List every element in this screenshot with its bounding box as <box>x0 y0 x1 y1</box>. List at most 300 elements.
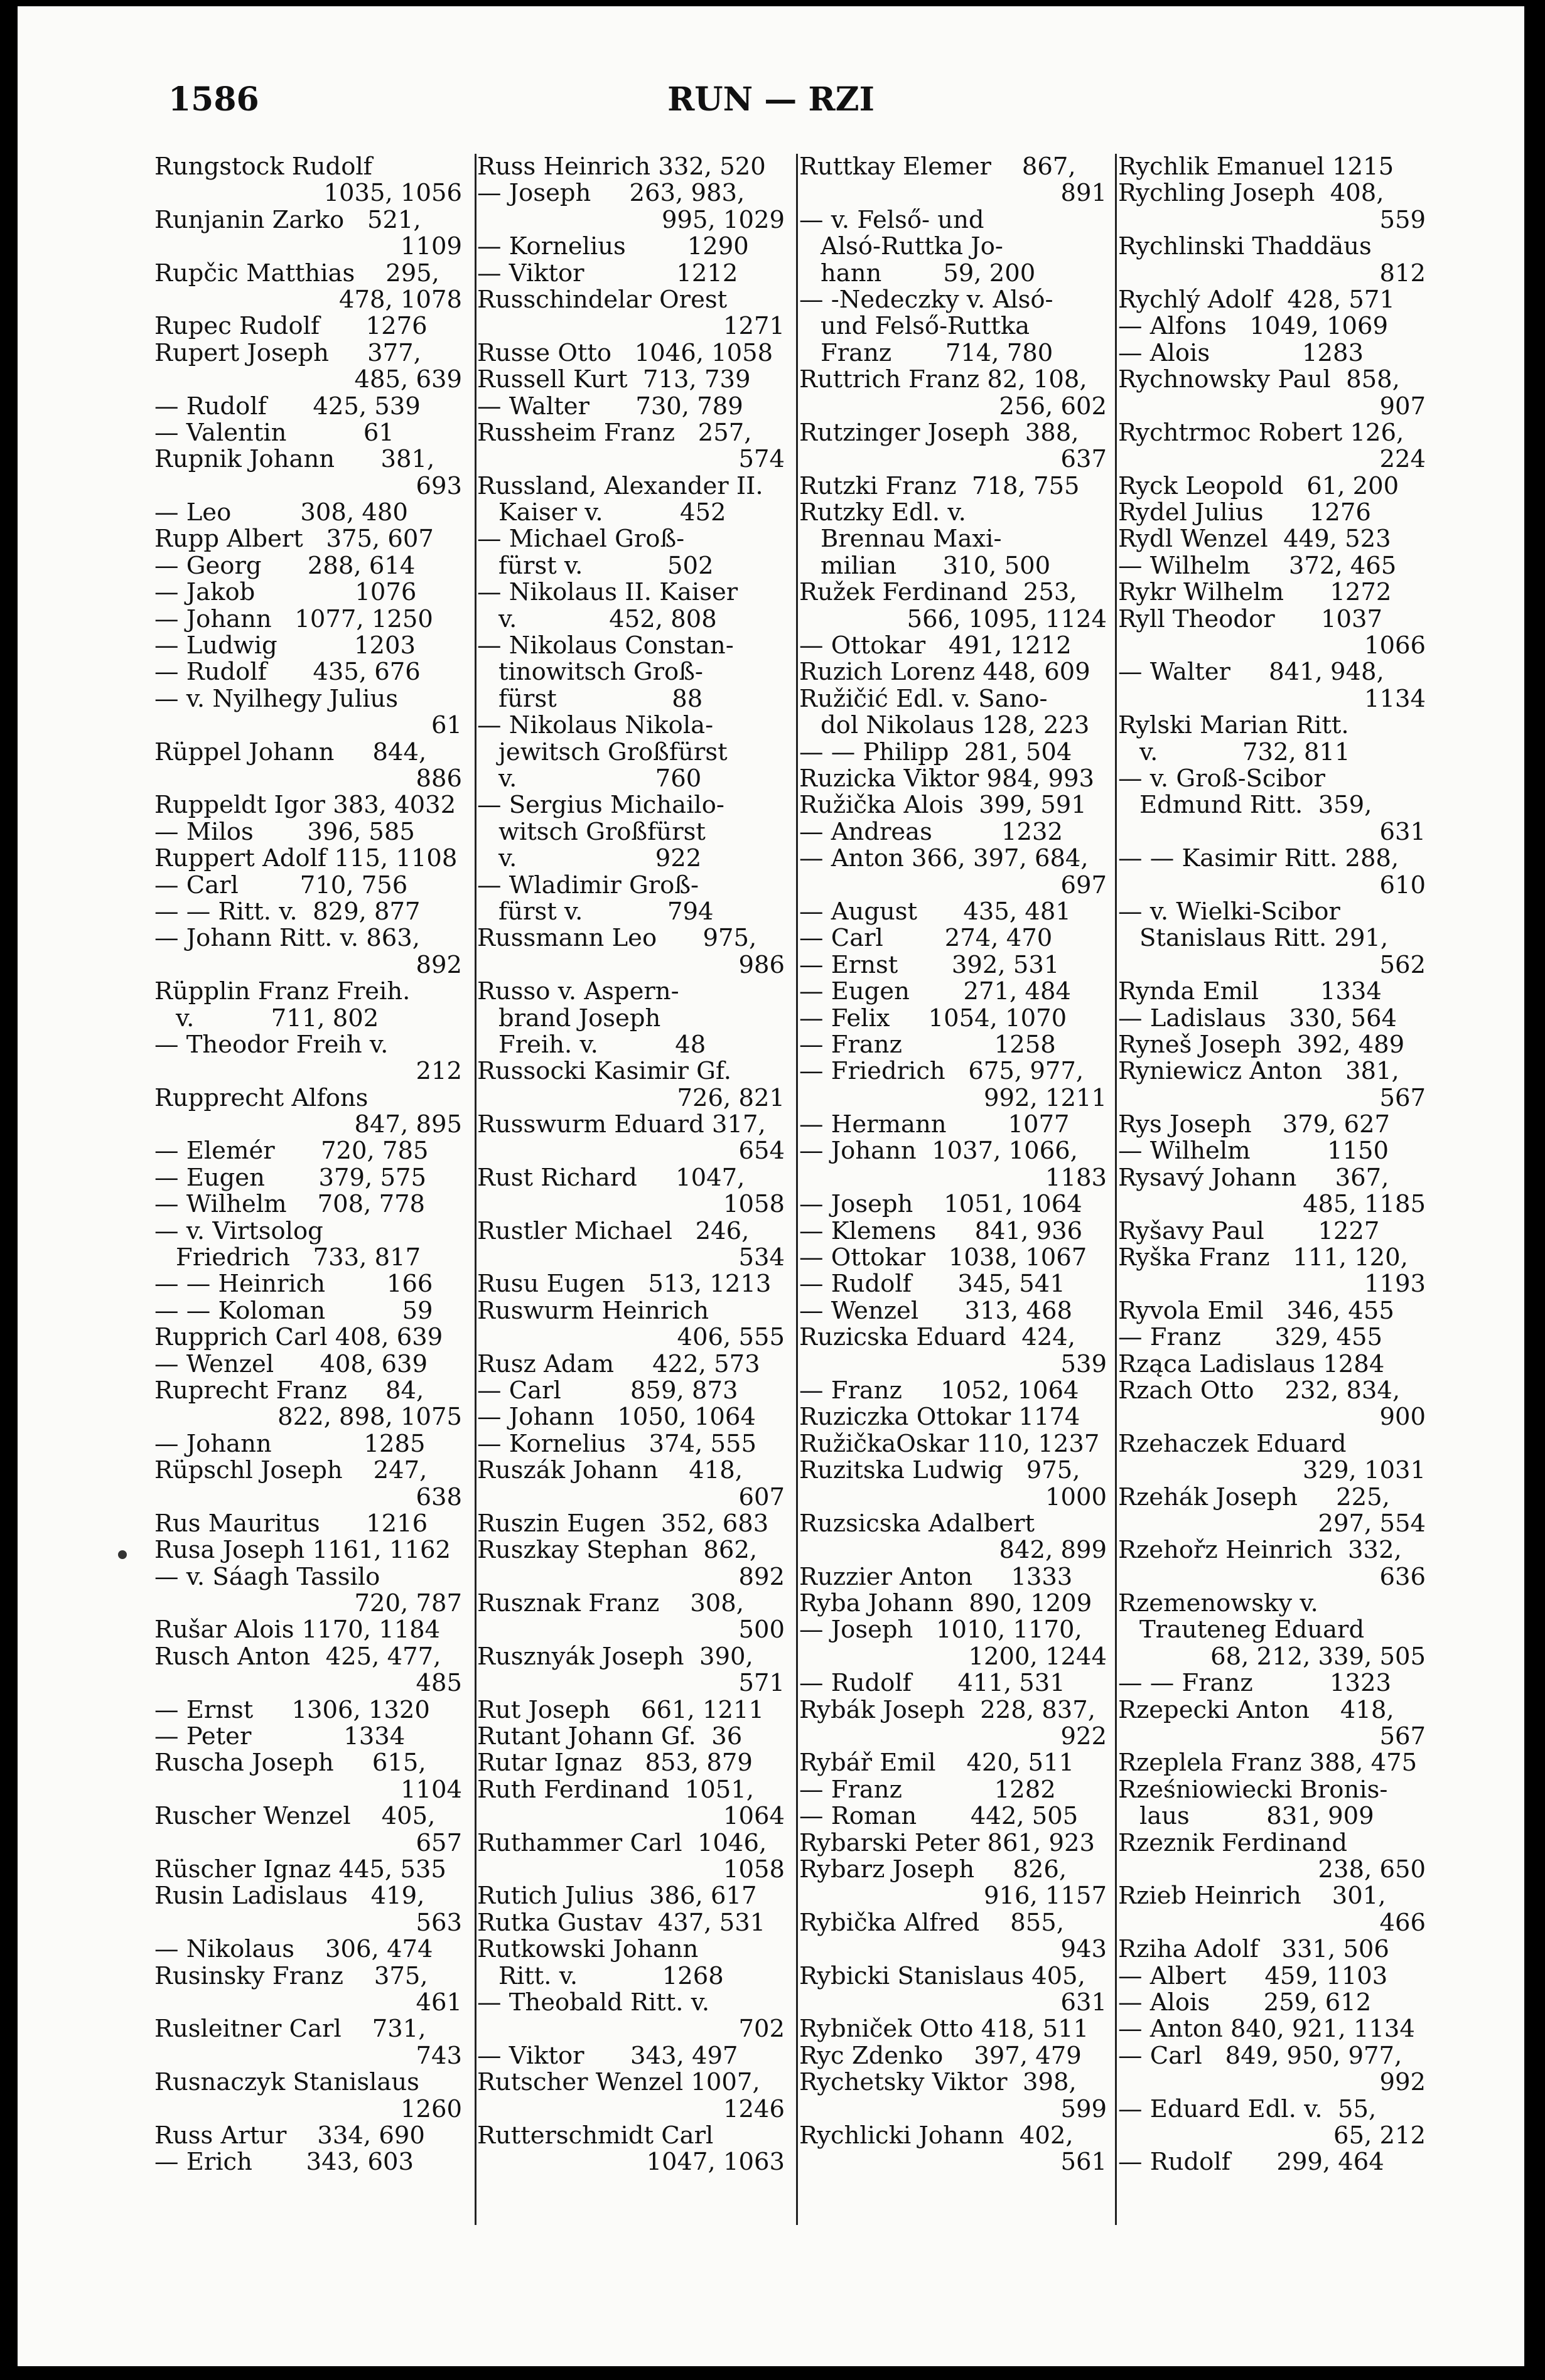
index-entry: — Rudolf 345, 541 <box>799 1270 1065 1299</box>
entry-page-refs: 329, 1031 <box>1303 1456 1426 1485</box>
index-entry: Russchindelar Orest <box>477 285 728 314</box>
index-entry: Russ Artur 334, 690 <box>154 2121 425 2150</box>
entry-page-refs: 1058 <box>723 1855 785 1884</box>
entry-page-refs: 500 <box>738 1616 785 1644</box>
page-number: 1586 <box>168 80 259 119</box>
index-entry: Rutzki Franz 718, 755 <box>799 471 1080 500</box>
index-entry: Rychlinski Thaddäus <box>1118 232 1372 261</box>
index-entry: Friedrich 733, 817 <box>176 1243 421 1272</box>
index-entry: milian 310, 500 <box>821 551 1051 580</box>
entry-page-refs: 574 <box>738 445 785 474</box>
index-entry: — Leo 308, 480 <box>154 498 408 527</box>
index-entry: — Joseph 263, 983, <box>477 179 745 208</box>
index-entry: Rušar Alois 1170, 1184 <box>154 1616 441 1644</box>
index-entry: Rusznyák Joseph 390, <box>477 1642 753 1671</box>
index-column-3 <box>799 154 1107 2176</box>
index-entry: — Sergius Michailo- <box>477 791 724 820</box>
index-column-2 <box>477 154 785 2176</box>
index-entry: v. 760 <box>498 764 702 793</box>
index-entry: Rut Joseph 661, 1211 <box>477 1695 764 1724</box>
index-entry: — Johann 1285 <box>154 1429 426 1458</box>
entry-page-refs: 478, 1078 <box>339 285 462 314</box>
index-entry: Rys Joseph 379, 627 <box>1118 1110 1391 1139</box>
index-entry: Rziha Adolf 331, 506 <box>1118 1935 1389 1964</box>
index-entry: Rydel Julius 1276 <box>1118 498 1371 527</box>
entry-page-refs: 1183 <box>1045 1163 1107 1192</box>
index-entry: Rupnik Johann 381, <box>154 445 435 474</box>
index-entry: Rungstock Rudolf <box>154 153 372 181</box>
index-entry: Rüpschl Joseph 247, <box>154 1456 428 1485</box>
index-entry: Rutkowski Johann <box>477 1935 699 1964</box>
entry-page-refs: 916, 1157 <box>984 1882 1107 1911</box>
index-entry: v. 922 <box>498 844 702 873</box>
entry-page-refs: 571 <box>738 1669 785 1698</box>
entry-page-refs: 922 <box>1060 1722 1107 1751</box>
entry-page-refs: 986 <box>738 950 785 979</box>
entry-page-refs: 68, 212, 339, 505 <box>1210 1642 1426 1671</box>
entry-page-refs: 1000 <box>1045 1482 1107 1511</box>
index-entry: — Eugen 271, 484 <box>799 977 1071 1006</box>
index-entry: — Theodor Freih v. <box>154 1030 389 1059</box>
index-entry: — Ernst 392, 531 <box>799 950 1060 979</box>
index-entry: Rutzinger Joseph 388, <box>799 418 1079 447</box>
index-entry: Rzehořz Heinrich 332, <box>1118 1536 1402 1565</box>
index-entry: Rusnaczyk Stanislaus <box>154 2068 419 2097</box>
index-entry: Rus Mauritus 1216 <box>154 1509 428 1538</box>
index-entry: — v. Groß-Scibor <box>1118 764 1325 793</box>
index-entry: Stanislaus Ritt. 291, <box>1139 924 1389 953</box>
index-entry: Rzehaczek Eduard <box>1118 1429 1347 1458</box>
index-entry: Ruszin Eugen 352, 683 <box>477 1509 769 1538</box>
entry-page-refs: 1134 <box>1364 684 1426 713</box>
entry-page-refs: 466 <box>1379 1908 1426 1937</box>
index-entry: Russocki Kasimir Gf. <box>477 1057 732 1086</box>
index-entry: — Wilhelm 372, 465 <box>1118 551 1397 580</box>
index-entry: — Viktor 343, 497 <box>477 2041 738 2070</box>
entry-page-refs: 567 <box>1379 1083 1426 1112</box>
entry-page-refs: 563 <box>416 1908 462 1937</box>
column-divider <box>475 154 476 2225</box>
entry-page-refs: 607 <box>738 1482 785 1511</box>
entry-page-refs: 1193 <box>1364 1270 1426 1299</box>
entry-page-refs: 743 <box>416 2041 462 2070</box>
entry-page-refs: 1271 <box>723 312 785 341</box>
margin-dot <box>118 1550 127 1559</box>
index-entry: — Anton 366, 397, 684, <box>799 844 1089 873</box>
index-entry: witsch Großfürst <box>498 817 706 846</box>
entry-page-refs: 636 <box>1379 1562 1426 1591</box>
index-entry: — Rudolf 435, 676 <box>154 658 421 687</box>
index-entry: — — Ritt. v. 829, 877 <box>154 897 421 926</box>
index-entry: — v. Virtsolog <box>154 1216 323 1245</box>
entry-page-refs: 892 <box>738 1562 785 1591</box>
index-page <box>18 6 1524 2366</box>
index-entry: Rupert Joseph 377, <box>154 338 421 367</box>
index-entry: hann 59, 200 <box>821 259 1036 287</box>
entry-page-refs: 657 <box>416 1828 462 1857</box>
index-entry: Rynda Emil 1334 <box>1118 977 1382 1006</box>
index-entry: — — Heinrich 166 <box>154 1270 433 1299</box>
index-entry: Ryck Leopold 61, 200 <box>1118 471 1399 500</box>
index-entry: — Georg 288, 614 <box>154 551 416 580</box>
index-entry: Rust Richard 1047, <box>477 1163 745 1192</box>
entry-page-refs: 891 <box>1060 179 1107 208</box>
index-entry: — Hermann 1077 <box>799 1110 1070 1139</box>
index-entry: — Joseph 1010, 1170, <box>799 1616 1082 1644</box>
entry-page-refs: 1246 <box>723 2094 785 2123</box>
index-entry: Rzeplela Franz 388, 475 <box>1118 1749 1418 1777</box>
index-entry: Rusinsky Franz 375, <box>154 1961 428 1990</box>
index-entry: Ryšavy Paul 1227 <box>1118 1216 1380 1245</box>
index-entry: Rychling Joseph 408, <box>1118 179 1384 208</box>
index-entry: — Nikolaus II. Kaiser <box>477 578 738 607</box>
index-entry: — Franz 1052, 1064 <box>799 1376 1079 1405</box>
index-entry: — Franz 1258 <box>799 1030 1056 1059</box>
index-entry: Rutant Johann Gf. 36 <box>477 1722 743 1751</box>
entry-page-refs: 485, 639 <box>354 365 462 394</box>
entry-page-refs: 485, 1185 <box>1303 1190 1426 1219</box>
entry-page-refs: 485 <box>416 1669 462 1698</box>
entry-page-refs: 1035, 1056 <box>323 179 462 208</box>
entry-page-refs: 1066 <box>1364 631 1426 660</box>
index-entry: fürst 88 <box>498 684 703 713</box>
index-entry: Ryneš Joseph 392, 489 <box>1118 1030 1405 1059</box>
index-entry: Ruziczka Ottokar 1174 <box>799 1403 1080 1432</box>
entry-page-refs: 995, 1029 <box>662 205 785 234</box>
index-entry: — Wilhelm 708, 778 <box>154 1190 426 1219</box>
index-entry: — Ladislaus 330, 564 <box>1118 1004 1397 1032</box>
index-entry: Ružička Alois 399, 591 <box>799 791 1087 820</box>
index-entry: fürst v. 502 <box>498 551 714 580</box>
index-entry: Ruzicka Viktor 984, 993 <box>799 764 1094 793</box>
entry-page-refs: 1058 <box>723 1190 785 1219</box>
index-entry: — Johann 1050, 1064 <box>477 1403 756 1432</box>
index-entry: — Friedrich 675, 977, <box>799 1057 1084 1086</box>
entry-page-refs: 693 <box>416 471 462 500</box>
index-entry: Rybák Joseph 228, 837, <box>799 1695 1095 1724</box>
entry-page-refs: 697 <box>1060 871 1107 899</box>
index-entry: — Nikolaus Constan- <box>477 631 734 660</box>
index-entry: — Nikolaus Nikola- <box>477 711 714 740</box>
index-entry: Rybář Emil 420, 511 <box>799 1749 1074 1777</box>
entry-page-refs: 256, 602 <box>999 392 1107 421</box>
entry-page-refs: 1109 <box>401 232 462 261</box>
index-entry: — Ernst 1306, 1320 <box>154 1695 430 1724</box>
index-entry: Ruswurm Heinrich <box>477 1296 709 1325</box>
index-entry: — Eduard Edl. v. 55, <box>1118 2094 1377 2123</box>
index-entry: Rychnowsky Paul 858, <box>1118 365 1400 394</box>
index-entry: Russmann Leo 975, <box>477 924 757 953</box>
index-entry: laus 831, 909 <box>1139 1802 1374 1831</box>
entry-page-refs: 566, 1095, 1124 <box>907 604 1107 633</box>
index-entry: Rusch Anton 425, 477, <box>154 1642 441 1671</box>
index-entry: — Wenzel 408, 639 <box>154 1349 428 1378</box>
index-entry: Rutscher Wenzel 1007, <box>477 2068 760 2097</box>
index-entry: Ruttrich Franz 82, 108, <box>799 365 1087 394</box>
index-entry: v. 732, 811 <box>1139 737 1350 766</box>
index-entry: Rupp Albert 375, 607 <box>154 525 434 554</box>
index-entry: Rychetsky Viktor 398, <box>799 2068 1077 2097</box>
index-entry: Ruzitska Ludwig 975, <box>799 1456 1080 1485</box>
index-entry: — Anton 840, 921, 1134 <box>1118 2015 1415 2044</box>
entry-page-refs: 892 <box>416 950 462 979</box>
index-entry: — v. Wielki-Scibor <box>1118 897 1340 926</box>
index-entry: — Ludwig 1203 <box>154 631 416 660</box>
index-entry: — Ottokar 491, 1212 <box>799 631 1072 660</box>
index-entry: Ruscha Joseph 615, <box>154 1749 426 1777</box>
index-entry: Russwurm Eduard 317, <box>477 1110 766 1139</box>
index-entry: Ruszák Johann 418, <box>477 1456 743 1485</box>
index-entry: Rutar Ignaz 853, 879 <box>477 1749 753 1777</box>
index-entry: Rzeznik Ferdinand <box>1118 1828 1347 1857</box>
index-entry: Rutka Gustav 437, 531 <box>477 1908 766 1937</box>
entry-page-refs: 561 <box>1060 2148 1107 2177</box>
index-entry: Rutzky Edl. v. <box>799 498 966 527</box>
index-entry: Rustler Michael 246, <box>477 1216 750 1245</box>
entry-page-refs: 1200, 1244 <box>968 1642 1107 1671</box>
index-entry: Rzehák Joseph 225, <box>1118 1482 1390 1511</box>
index-entry: Rüppel Johann 844, <box>154 737 427 766</box>
entry-page-refs: 943 <box>1060 1935 1107 1964</box>
entry-page-refs: 461 <box>416 1988 462 2017</box>
index-entry: — Walter 730, 789 <box>477 392 743 421</box>
column-divider <box>1115 154 1117 2225</box>
index-column-4 <box>1118 154 1426 2176</box>
entry-page-refs: 992, 1211 <box>984 1083 1107 1112</box>
entry-page-refs: 631 <box>1379 817 1426 846</box>
index-entry: Rzepecki Anton 418, <box>1118 1695 1394 1724</box>
index-entry: Franz 714, 780 <box>821 338 1053 367</box>
index-entry: — Wladimir Groß- <box>477 871 699 899</box>
index-entry: Ruzich Lorenz 448, 609 <box>799 658 1090 687</box>
entry-page-refs: 1260 <box>401 2094 462 2123</box>
index-entry: — Walter 841, 948, <box>1118 658 1384 687</box>
index-entry: — Wenzel 313, 468 <box>799 1296 1073 1325</box>
index-entry: fürst v. 794 <box>498 897 714 926</box>
entry-page-refs: 212 <box>416 1057 462 1086</box>
index-entry: — — Franz 1323 <box>1118 1669 1391 1698</box>
index-entry: Rybička Alfred 855, <box>799 1908 1064 1937</box>
entry-page-refs: 637 <box>1060 445 1107 474</box>
index-entry: Ruppert Adolf 115, 1108 <box>154 844 458 873</box>
entry-page-refs: 65, 212 <box>1333 2121 1426 2150</box>
entry-page-refs: 61 <box>431 711 462 740</box>
index-entry: — August 435, 481 <box>799 897 1071 926</box>
index-entry: Ruszkay Stephan 862, <box>477 1536 758 1565</box>
index-entry: Ritt. v. 1268 <box>498 1961 724 1990</box>
index-entry: Rybicki Stanislaus 405, <box>799 1961 1085 1990</box>
page-title: RUN — RZI <box>667 80 875 119</box>
entry-page-refs: 1064 <box>723 1802 785 1831</box>
entry-page-refs: 1104 <box>401 1775 462 1804</box>
index-entry: Brennau Maxi- <box>821 525 1002 554</box>
entry-page-refs: 631 <box>1060 1988 1107 2017</box>
index-entry: — Jakob 1076 <box>154 578 417 607</box>
index-entry: — Carl 849, 950, 977, <box>1118 2041 1402 2070</box>
index-entry: tinowitsch Groß- <box>498 658 703 687</box>
index-entry: Rysavý Johann 367, <box>1118 1163 1389 1192</box>
index-entry: — Alfons 1049, 1069 <box>1118 312 1388 341</box>
index-entry: — Viktor 1212 <box>477 259 738 287</box>
index-entry: Ryška Franz 111, 120, <box>1118 1243 1408 1272</box>
index-entry: — Franz 329, 455 <box>1118 1323 1382 1352</box>
index-entry: Rzach Otto 232, 834, <box>1118 1376 1401 1405</box>
entry-page-refs: 900 <box>1379 1403 1426 1432</box>
index-entry: Ruppeldt Igor 383, 4032 <box>154 791 456 820</box>
index-entry: — Carl 859, 873 <box>477 1376 738 1405</box>
index-entry: — Johann Ritt. v. 863, <box>154 924 421 953</box>
entry-page-refs: 562 <box>1379 950 1426 979</box>
index-entry: — Alois 259, 612 <box>1118 1988 1372 2017</box>
entry-page-refs: 539 <box>1060 1349 1107 1378</box>
entry-page-refs: 567 <box>1379 1722 1426 1751</box>
entry-page-refs: 822, 898, 1075 <box>277 1403 462 1432</box>
index-entry: Rusleitner Carl 731, <box>154 2015 426 2044</box>
index-entry: — Wilhelm 1150 <box>1118 1137 1389 1166</box>
index-entry: Trauteneg Eduard <box>1139 1616 1365 1644</box>
index-entry: RužičkaOskar 110, 1237 <box>799 1429 1100 1458</box>
index-entry: — Klemens 841, 936 <box>799 1216 1083 1245</box>
index-entry: Ruzicska Eduard 424, <box>799 1323 1075 1352</box>
index-entry: Rupprich Carl 408, 639 <box>154 1323 443 1352</box>
entry-page-refs: 842, 899 <box>999 1536 1107 1565</box>
index-entry: — — Kasimir Ritt. 288, <box>1118 844 1399 873</box>
index-entry: Ruzzier Anton 1333 <box>799 1562 1073 1591</box>
index-entry: jewitsch Großfürst <box>498 737 728 766</box>
index-entry: Rybarski Peter 861, 923 <box>799 1828 1095 1857</box>
index-entry: Ryll Theodor 1037 <box>1118 604 1382 633</box>
entry-page-refs: 224 <box>1379 445 1426 474</box>
entry-page-refs: 720, 787 <box>354 1589 462 1618</box>
index-entry: Rychtrmoc Robert 126, <box>1118 418 1404 447</box>
index-entry: — Alois 1283 <box>1118 338 1364 367</box>
index-entry: Russland, Alexander II. <box>477 471 763 500</box>
index-entry: Rybniček Otto 418, 511 <box>799 2015 1089 2044</box>
index-entry: — v. Felső- und <box>799 205 984 234</box>
index-entry: Rupec Rudolf 1276 <box>154 312 428 341</box>
index-entry: — Rudolf 299, 464 <box>1118 2148 1384 2177</box>
index-entry: — Valentin 61 <box>154 418 394 447</box>
index-entry: — Andreas 1232 <box>799 817 1063 846</box>
entry-page-refs: 238, 650 <box>1318 1855 1426 1884</box>
index-entry: und Felső-Ruttka <box>821 312 1030 341</box>
index-entry: Rusz Adam 422, 573 <box>477 1349 760 1378</box>
index-entry: — Felix 1054, 1070 <box>799 1004 1067 1032</box>
index-entry: — Johann 1037, 1066, <box>799 1137 1078 1166</box>
index-entry: Rychlý Adolf 428, 571 <box>1118 285 1395 314</box>
index-entry: Ruth Ferdinand 1051, <box>477 1775 754 1804</box>
index-entry: Rześniowiecki Bronis- <box>1118 1775 1388 1804</box>
entry-page-refs: 610 <box>1379 871 1426 899</box>
index-entry: Rzieb Heinrich 301, <box>1118 1882 1386 1911</box>
index-entry: — Carl 274, 470 <box>799 924 1053 953</box>
index-entry: — Peter 1334 <box>154 1722 406 1751</box>
index-entry: — Michael Groß- <box>477 525 685 554</box>
index-entry: Ruprecht Franz 84, <box>154 1376 424 1405</box>
index-entry: Rusu Eugen 513, 1213 <box>477 1270 772 1299</box>
column-divider <box>796 154 798 2225</box>
index-entry: Edmund Ritt. 359, <box>1139 791 1372 820</box>
entry-page-refs: 534 <box>738 1243 785 1272</box>
index-entry: Rzemenowsky v. <box>1118 1589 1318 1618</box>
index-entry: v. 452, 808 <box>498 604 717 633</box>
index-entry: Rupčic Matthias 295, <box>154 259 439 287</box>
index-entry: Rüpplin Franz Freih. <box>154 977 411 1006</box>
entry-page-refs: 886 <box>416 764 462 793</box>
index-entry: — Ottokar 1038, 1067 <box>799 1243 1087 1272</box>
index-entry: Russheim Franz 257, <box>477 418 752 447</box>
entry-page-refs: 847, 895 <box>354 1110 462 1139</box>
entry-page-refs: 638 <box>416 1482 462 1511</box>
index-entry: Kaiser v. 452 <box>498 498 726 527</box>
index-entry: Ruzsicska Adalbert <box>799 1509 1035 1538</box>
index-entry: Alsó-Ruttka Jo- <box>821 232 1003 261</box>
index-entry: — Carl 710, 756 <box>154 871 408 899</box>
index-entry: Ruthammer Carl 1046, <box>477 1828 767 1857</box>
index-entry: — Albert 459, 1103 <box>1118 1961 1388 1990</box>
index-entry: Rybarz Joseph 826, <box>799 1855 1067 1884</box>
entry-page-refs: 559 <box>1379 205 1426 234</box>
index-entry: Runjanin Zarko 521, <box>154 205 421 234</box>
index-entry: — Eugen 379, 575 <box>154 1163 426 1192</box>
index-entry: — Rudolf 411, 531 <box>799 1669 1065 1698</box>
index-entry: brand Joseph <box>498 1004 661 1032</box>
index-entry: Rydl Wenzel 449, 523 <box>1118 525 1391 554</box>
index-entry: Rząca Ladislaus 1284 <box>1118 1349 1385 1378</box>
entry-page-refs: 812 <box>1379 259 1426 287</box>
entry-page-refs: 702 <box>738 2015 785 2044</box>
entry-page-refs: 654 <box>738 1137 785 1166</box>
entry-page-refs: 406, 555 <box>677 1323 785 1352</box>
index-entry: — Elemér 720, 785 <box>154 1137 429 1166</box>
index-entry: Rutich Julius 386, 617 <box>477 1882 757 1911</box>
index-column-1 <box>154 154 462 2176</box>
index-entry: Rutterschmidt Carl <box>477 2121 714 2150</box>
index-entry: Ryniewicz Anton 381, <box>1118 1057 1399 1086</box>
index-entry: Ruttkay Elemer 867, <box>799 153 1076 181</box>
index-entry: Ryc Zdenko 397, 479 <box>799 2041 1082 2070</box>
index-entry: Rychlicki Johann 402, <box>799 2121 1074 2150</box>
index-entry: Rupprecht Alfons <box>154 1083 369 1112</box>
index-entry: — Rudolf 425, 539 <box>154 392 421 421</box>
index-entry: Russell Kurt 713, 739 <box>477 365 751 394</box>
index-entry: — Theobald Ritt. v. <box>477 1988 710 2017</box>
index-entry: — Nikolaus 306, 474 <box>154 1935 433 1964</box>
index-entry: Russe Otto 1046, 1058 <box>477 338 773 367</box>
index-entry: Rylski Marian Ritt. <box>1118 711 1349 740</box>
index-entry: — Johann 1077, 1250 <box>154 604 433 633</box>
index-entry: Rychlik Emanuel 1215 <box>1118 153 1394 181</box>
index-entry: Rykr Wilhelm 1272 <box>1118 578 1392 607</box>
index-entry: Rusin Ladislaus 419, <box>154 1882 425 1911</box>
index-entry: — v. Nyilhegy Julius <box>154 684 399 713</box>
index-entry: — Franz 1282 <box>799 1775 1056 1804</box>
index-entry: Ružek Ferdinand 253, <box>799 578 1077 607</box>
entry-page-refs: 726, 821 <box>677 1083 785 1112</box>
index-entry: — Kornelius 1290 <box>477 232 749 261</box>
index-entry: Russo v. Aspern- <box>477 977 679 1006</box>
index-entry: — -Nedeczky v. Alsó- <box>799 285 1053 314</box>
index-entry: — — Koloman 59 <box>154 1296 433 1325</box>
index-entry: — — Philipp 281, 504 <box>799 737 1072 766</box>
entry-page-refs: 992 <box>1379 2068 1426 2097</box>
entry-page-refs: 907 <box>1379 392 1426 421</box>
index-entry: — v. Sáagh Tassilo <box>154 1562 380 1591</box>
index-entry: Russ Heinrich 332, 520 <box>477 153 766 181</box>
index-entry: Rusznak Franz 308, <box>477 1589 744 1618</box>
index-entry: Rüscher Ignaz 445, 535 <box>154 1855 446 1884</box>
index-entry: Freih. v. 48 <box>498 1030 706 1059</box>
